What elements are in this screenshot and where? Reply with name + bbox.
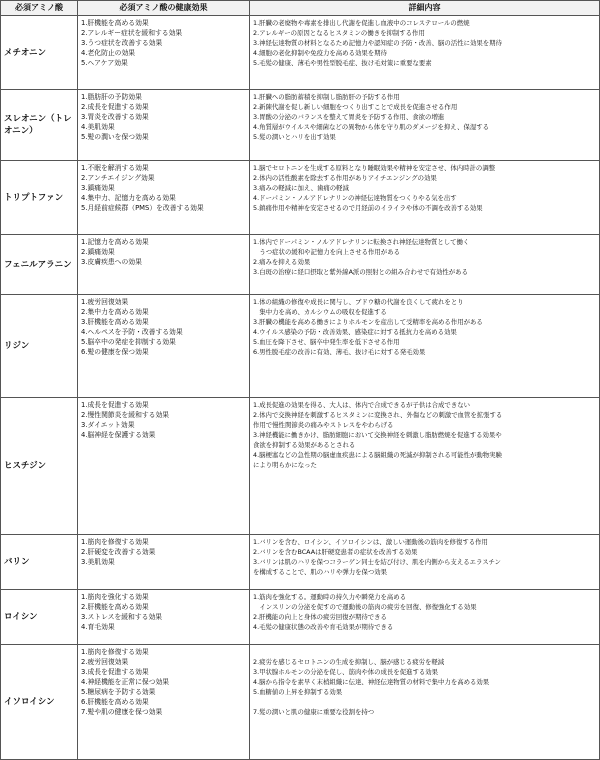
detail-item: 1.バリンを含む、ロイシン、イソロイシンは、激しい運動後の筋肉を修復する作用 <box>253 538 488 546</box>
effect-item: 1.筋肉を強化する効果 <box>81 593 149 601</box>
effect-item: 2.鎮痛効果 <box>81 248 115 256</box>
health-effects-cell <box>78 90 250 161</box>
detail-item: 1.脳でセロトニンを生成する原料となり睡眠効果や精神を安定させ、体内時計の調整 <box>253 164 496 172</box>
detail-item: 4.毛髪の健康状態の改善や育毛効果が期待できる <box>253 623 394 631</box>
effect-item: 1.成長を促進する効果 <box>81 401 149 409</box>
detail-item: 6.男性脱毛症の改善に有効、薄毛、抜け毛に対する発毛効果 <box>253 348 426 356</box>
effect-item: 2.肝機能を高める効果 <box>81 603 149 611</box>
amino-acid-name: イソロイシン <box>1 645 78 760</box>
amino-acid-name: メチオニン <box>1 16 78 90</box>
table-row <box>1 16 600 90</box>
detail-item: 5.血圧を降下させ、脳卒中発生率を低下させる作用 <box>253 338 400 346</box>
effect-item: 2.肝硬変を改善する効果 <box>81 548 156 556</box>
detail-item: 4.脳から指令を素早く末梢組織に伝達、神経伝達物質の材料で集中力を高める効果 <box>253 678 490 686</box>
effect-item: 3.ダイエット効果 <box>81 421 135 429</box>
detail-item: うつ症状の緩和や記憶力を向上させる作用がある <box>253 248 400 256</box>
effect-item: 3.胃炎を改善する効果 <box>81 113 149 121</box>
header-amino-acid: 必須アミノ酸 <box>1 1 78 16</box>
detail-item: 2.新陳代謝を促し新しい細胞をつくり出すことで成長を促進させる作用 <box>253 103 458 111</box>
effect-item: 5.糖尿病を予防する効果 <box>81 688 156 696</box>
table-row <box>1 235 600 295</box>
effect-item: 1.記憶力を高める効果 <box>81 238 149 246</box>
effect-item: 4.集中力、記憶力を高める効果 <box>81 194 176 202</box>
table-row <box>1 398 600 535</box>
detail-item: 3.バリンは肌のハリを保つコラーゲン同士を結び付け、肌を内側から支えるエラスチン <box>253 558 501 566</box>
effect-item: 3.うつ症状を改善する効果 <box>81 39 163 47</box>
effect-item: 3.皮膚疾患への効果 <box>81 258 142 266</box>
amino-acid-name: ロイシン <box>1 590 78 645</box>
effect-item: 3.ストレスを緩和する効果 <box>81 613 163 621</box>
detail-item: 5.毛髪の健康、薄毛や男性型脱毛症、抜け毛対策に重要な要素 <box>253 59 432 67</box>
detail-item: 7.髪の潤いと肌の健康に重要な役割を持つ <box>253 708 375 716</box>
table-row <box>1 161 600 235</box>
detail-item: 5.髪の潤いとハリを出す効果 <box>253 133 336 141</box>
health-effects-cell <box>78 398 250 535</box>
header-details: 詳細内容 <box>250 1 600 16</box>
effect-item: 4.ヘルペスを予防・改善する効果 <box>81 328 183 336</box>
detail-item: 3.肝臓の機能を高める働きによりホルモンを産出して受精率を高める作用がある <box>253 318 483 326</box>
effect-item: 3.肝機能を高める効果 <box>81 318 149 326</box>
details-cell <box>250 398 600 535</box>
detail-item: 1.肝臓への脂肪蓄積を抑制し脂肪肝の予防する作用 <box>253 93 400 101</box>
detail-item: 2.痛みを抑える効果 <box>253 258 311 266</box>
effect-item: 3.鎮痛効果 <box>81 184 115 192</box>
effect-item: 2.成長を促進する効果 <box>81 103 149 111</box>
effect-item: 2.疲労回復効果 <box>81 658 129 666</box>
detail-item: 1.成長促進の効果を得る、大人は、体内で合成できるが子供は合成できない <box>253 401 470 409</box>
effect-item: 3.成長を促進する効果 <box>81 668 149 676</box>
details-cell <box>250 645 600 760</box>
detail-item <box>253 697 596 707</box>
effect-item: 4.美肌効果 <box>81 123 115 131</box>
details-cell <box>250 161 600 235</box>
health-effects-cell <box>78 295 250 398</box>
details-cell <box>250 16 600 90</box>
detail-item: インスリンの分泌を促すので運動後の筋肉の疲労を回復、修復強化する効果 <box>253 603 477 611</box>
details-cell <box>250 590 600 645</box>
detail-item: 3.甲状腺ホルモンの分泌を促し、筋肉や体の成長を促進する効果 <box>253 668 439 676</box>
detail-item: 3.神経伝達物質の材料となるため記憶力や認知症の予防・改善、脳の活性に効果を期待 <box>253 39 502 47</box>
detail-item: 1.体の組織の修復や成長に関与し、ブドウ糖の代謝を良くして疲れをとり <box>253 298 464 306</box>
health-effects-cell <box>78 590 250 645</box>
effect-item: 2.慢性関節炎を緩和する効果 <box>81 411 170 419</box>
header-row <box>1 1 600 16</box>
effect-item: 4.育毛効果 <box>81 623 115 631</box>
detail-item: 5.血糖値の上昇を抑制する効果 <box>253 688 343 696</box>
table-row <box>1 90 600 161</box>
effect-item: 3.美肌効果 <box>81 558 115 566</box>
details-cell <box>250 235 600 295</box>
detail-item: 3.痛みの軽減に加え、歯痛の軽減 <box>253 184 349 192</box>
effect-item: 2.アンチエイジング効果 <box>81 174 155 182</box>
effect-item: 2.集中力を高める効果 <box>81 308 149 316</box>
effect-item: 1.脂肪肝の予防効果 <box>81 93 142 101</box>
effect-item: 5.ヘアケア効果 <box>81 59 128 67</box>
amino-acid-name: スレオニン（トレオニン） <box>1 90 78 161</box>
detail-item: 1.体内でドーパミン・ノルアドレナリンに転換され神経伝達物質として働く <box>253 238 470 246</box>
effect-item: 5.脳卒中の発症を抑制する効果 <box>81 338 176 346</box>
details-cell <box>250 295 600 398</box>
detail-item: 2.体内の活性酸素を除去する作用がありアイチエンジングの効果 <box>253 174 437 182</box>
amino-acid-name: ヒスチジン <box>1 398 78 535</box>
effect-item: 7.髪や肌の健康を保つ効果 <box>81 708 163 716</box>
detail-item: 1.肝臓の老廃物や毒素を排出し代謝を促進し血液中のコレステロールの燃焼 <box>253 19 470 27</box>
detail-item: により明らかになった <box>253 461 317 469</box>
detail-item: 2.アレルギーの原因となるヒスタミンの働きを抑制する作用 <box>253 29 425 37</box>
detail-item: 作用で慢性関節炎の痛みやストレスをやわらげる <box>253 421 394 429</box>
detail-item: 3.神経機能に働きかけ、脂肪細胞において交換神経を刺激し脂肪燃焼を促進する効果や <box>253 431 502 439</box>
table-row <box>1 645 600 760</box>
amino-acid-name: バリン <box>1 535 78 590</box>
effect-item: 1.筋肉を修復する効果 <box>81 538 149 546</box>
detail-item: 3.胃酸の分泌のバランスを整えて胃炎を予防する作用、食欲の増進 <box>253 113 445 121</box>
health-effects-cell <box>78 235 250 295</box>
health-effects-cell <box>78 16 250 90</box>
effect-item: 5.月経前症候群（PMS）を改善する効果 <box>81 204 204 212</box>
details-cell <box>250 90 600 161</box>
detail-item: 4.ウイルス感染の予防・改善効果、感染症に対する抵抗力を高める効果 <box>253 328 457 336</box>
effect-item: 5.髪の潤いを保つ効果 <box>81 133 149 141</box>
detail-item: 4.角質層がウイルスや細菌などの異物から体を守り肌のダメージを抑え、保湿する <box>253 123 490 131</box>
effect-item: 6.髪の健康を保つ効果 <box>81 348 149 356</box>
effect-item: 1.肝機能を高める効果 <box>81 19 149 27</box>
table-row <box>1 590 600 645</box>
detail-item: 3.白斑の治療に経口摂取と紫外線A派の照射との組み合わせで有効性がある <box>253 268 468 276</box>
detail-item: 5.鎮痛作用や精神を安定させるので月経前のイライラや体の不調を改善する効果 <box>253 204 483 212</box>
effect-item: 6.肝機能を高める効果 <box>81 698 149 706</box>
effect-item: 4.神経機能を正常に保つ効果 <box>81 678 170 686</box>
detail-item: 1.筋肉を強化する。運動時の持久力や瞬発力を高める <box>253 593 407 601</box>
detail-item <box>253 647 596 657</box>
effect-item: 1.筋肉を修復する効果 <box>81 648 149 656</box>
health-effects-cell <box>78 161 250 235</box>
amino-acid-name: トリプトファン <box>1 161 78 235</box>
table-row <box>1 535 600 590</box>
health-effects-cell <box>78 645 250 760</box>
detail-item: 4.細胞の老化抑制や免疫力を高める効果を期待 <box>253 49 387 57</box>
table-row <box>1 295 600 398</box>
detail-item: 4.ドーパミン・ノルアドレナリンの神経伝達物質をつくりやる気を出す <box>253 194 457 202</box>
amino-acid-name: リジン <box>1 295 78 398</box>
detail-item: 2.バリンを含むBCAAは肝硬変患者の症状を改善する効果 <box>253 548 418 556</box>
details-cell <box>250 535 600 590</box>
detail-item: を構成することで、肌のハリや弾力を保つ効果 <box>253 568 388 576</box>
amino-acid-name: フェニルアラニン <box>1 235 78 295</box>
detail-item: 2.体内で交換神経を刺激するヒスタミンに変換され、外傷などの刺激で血管を拡張する <box>253 411 503 419</box>
detail-item: 4.脳梗塞などの急性期の脳虚血疾患による脳組織の死滅が抑制される可能性が動物実験 <box>253 451 502 459</box>
detail-item: 2.肝機能の向上と身体の疲労回復が期待できる <box>253 613 387 621</box>
effect-item: 4.脳神経を保護する効果 <box>81 431 156 439</box>
health-effects-cell <box>78 535 250 590</box>
detail-item: 集中力を高め、カルシウムの吸収を促進する <box>253 308 387 316</box>
effect-item: 2.アレルギー症状を緩和する効果 <box>81 29 183 37</box>
detail-item: 2.疲労を感じるセロトニンの生成を抑制し、脳が感じる疲労を軽減 <box>253 658 445 666</box>
effect-item: 1.疲労回復効果 <box>81 298 129 306</box>
effect-item: 1.不眠を解消する効果 <box>81 164 149 172</box>
effect-item: 4.老化防止の効果 <box>81 49 136 57</box>
detail-item: 食欲を抑制する効果があるとされる <box>253 441 356 449</box>
header-health-effects: 必須アミノ酸の健康効果 <box>78 1 250 16</box>
